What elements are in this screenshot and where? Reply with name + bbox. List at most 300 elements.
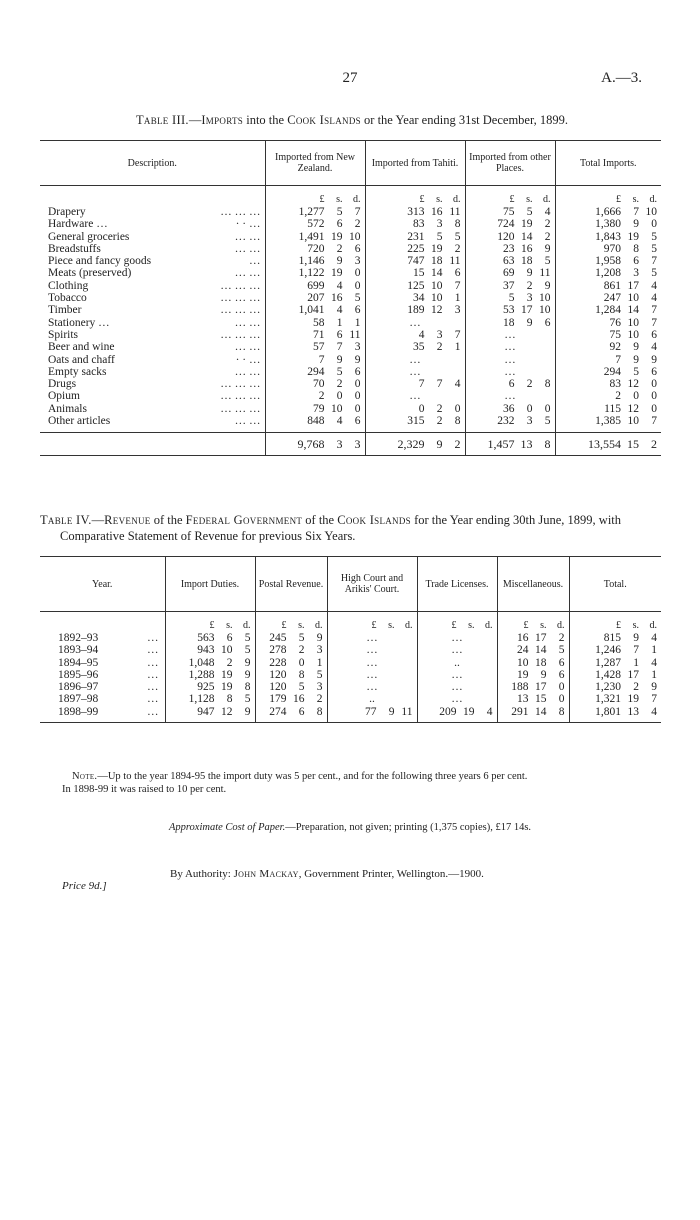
shillings: 9 <box>388 705 395 718</box>
shillings: 7 <box>336 341 343 354</box>
tahiti-cell <box>365 292 465 304</box>
year-text: 1895–96 <box>58 668 99 681</box>
description-cell <box>40 366 265 378</box>
pence: 3 <box>354 255 361 268</box>
pounds: 1,666 <box>595 206 621 218</box>
pence: 4 <box>651 632 657 644</box>
leader-dots: … … <box>234 230 261 243</box>
shillings: 19 <box>521 218 533 231</box>
postal-cell <box>255 706 327 718</box>
pence: 9 <box>244 656 251 669</box>
description-cell <box>40 341 265 353</box>
shillings: s. <box>540 619 547 631</box>
pence: d. <box>353 193 361 205</box>
shillings: s. <box>526 193 533 205</box>
court-cell: … <box>327 657 417 669</box>
currency-units <box>569 612 661 633</box>
total-cell <box>555 390 661 402</box>
pence: 7 <box>354 206 361 218</box>
table-row <box>40 354 661 366</box>
pounds: 209 <box>439 705 457 718</box>
pounds: 848 <box>307 415 325 428</box>
imports-table <box>40 140 661 456</box>
pence: 5 <box>558 644 565 657</box>
pence: 1 <box>354 316 361 329</box>
description-cell <box>40 231 265 243</box>
tahiti-cell <box>365 341 465 353</box>
pounds: 24 <box>517 644 529 657</box>
shillings: 3 <box>336 437 343 452</box>
column-header: Import Duties. <box>165 557 255 612</box>
total-cell <box>569 632 661 644</box>
other-cell: … <box>465 341 555 353</box>
pence: 7 <box>651 693 657 706</box>
shillings: 3 <box>526 292 533 305</box>
pence: 0 <box>454 402 461 415</box>
pounds: 947 <box>197 705 215 718</box>
tahiti-cell <box>365 267 465 279</box>
pounds: £ <box>419 193 425 205</box>
pounds: 70 <box>313 378 325 391</box>
court-cell <box>327 706 417 718</box>
pence: 2 <box>558 632 565 644</box>
column-header: Trade Licenses. <box>417 557 497 612</box>
table-row <box>40 669 661 681</box>
leader-dots: … … <box>234 415 261 428</box>
pence: 9 <box>651 353 657 366</box>
column-header: Total Imports. <box>555 141 661 186</box>
currency-units <box>555 186 661 207</box>
year-cell <box>40 657 165 669</box>
shillings: 9 <box>633 341 639 354</box>
pounds: 75 <box>503 206 515 218</box>
pence: 0 <box>558 693 565 706</box>
import-cell <box>165 657 255 669</box>
shillings: 14 <box>535 705 547 718</box>
pounds: £ <box>281 619 287 631</box>
pence: 11 <box>449 206 461 218</box>
pence: 0 <box>354 267 361 280</box>
trade-cell <box>417 706 497 718</box>
other-cell: … <box>465 366 555 378</box>
shillings: 10 <box>331 402 343 415</box>
pounds: 720 <box>307 242 325 255</box>
total-cell <box>555 317 661 329</box>
leader-dots: … … … <box>220 292 261 305</box>
pence: 3 <box>354 341 361 354</box>
pence: 9 <box>651 681 657 694</box>
shillings: 17 <box>627 279 639 292</box>
pounds: 2,329 <box>397 437 425 452</box>
shillings: 17 <box>535 632 547 644</box>
tahiti-cell <box>365 243 465 255</box>
import-cell <box>165 693 255 705</box>
pounds: 294 <box>307 365 325 378</box>
table-row <box>40 644 661 656</box>
tahiti-cell <box>365 280 465 292</box>
shillings: 17 <box>535 681 547 694</box>
pounds: 1,122 <box>298 267 325 280</box>
pence: 7 <box>651 316 657 329</box>
shillings: 2 <box>436 402 443 415</box>
pence: 4 <box>486 705 493 718</box>
tahiti-cell: … <box>365 366 465 378</box>
pence: 5 <box>244 632 251 644</box>
shillings: 4 <box>336 279 343 292</box>
import-cell <box>165 669 255 681</box>
shillings: 9 <box>526 316 533 329</box>
import-cell <box>165 632 255 644</box>
pence: 0 <box>558 681 565 694</box>
postal-cell <box>255 644 327 656</box>
shillings: 0 <box>298 656 305 669</box>
shillings: 8 <box>226 693 233 706</box>
postal-cell <box>255 669 327 681</box>
column-header: Description. <box>40 141 265 186</box>
total-cell <box>569 693 661 705</box>
currency-row <box>40 612 661 633</box>
shillings: 19 <box>221 681 233 694</box>
pounds: 83 <box>609 378 621 391</box>
pence: 5 <box>651 230 657 243</box>
tahiti-cell: … <box>365 317 465 329</box>
table-row <box>40 378 661 390</box>
column-header: High Court and Arikis' Court. <box>327 557 417 612</box>
shillings: 2 <box>336 378 343 391</box>
pounds: 0 <box>418 402 425 415</box>
pounds: 120 <box>497 230 515 243</box>
table-row <box>40 317 661 329</box>
pence: 4 <box>651 656 657 669</box>
pounds: 18 <box>503 316 515 329</box>
pence: 10 <box>349 230 361 243</box>
total-cell <box>555 329 661 341</box>
pence: 9 <box>244 705 251 718</box>
pounds: 92 <box>609 341 621 354</box>
currency-row <box>40 186 661 207</box>
pounds: 925 <box>197 681 215 694</box>
revenue-table <box>40 556 661 723</box>
misc-cell <box>497 706 569 718</box>
pounds: 207 <box>307 292 325 305</box>
postal-cell <box>255 632 327 644</box>
pence: 6 <box>354 304 361 317</box>
year-cell <box>40 669 165 681</box>
pounds: 71 <box>313 328 325 341</box>
description-cell <box>40 292 265 304</box>
shillings: 17 <box>521 304 533 317</box>
shillings: 5 <box>526 206 533 218</box>
shillings: 2 <box>436 415 443 428</box>
shillings: 3 <box>436 328 443 341</box>
pence: 0 <box>354 402 361 415</box>
pence: 0 <box>354 390 361 403</box>
table-row <box>40 681 661 693</box>
shillings: 18 <box>535 656 547 669</box>
description-text: Other articles <box>48 415 111 428</box>
description-cell <box>40 390 265 402</box>
pounds: £ <box>509 193 515 205</box>
leader-dots: … … <box>234 316 261 329</box>
shillings: 9 <box>436 437 443 452</box>
tahiti-cell: … <box>365 354 465 366</box>
nz-cell <box>265 378 365 390</box>
shillings: 16 <box>293 693 305 706</box>
pence: 4 <box>544 206 551 218</box>
pence: 6 <box>651 328 657 341</box>
pence: 11 <box>349 328 361 341</box>
description-text: Clothing <box>48 279 89 292</box>
pence: 2 <box>454 242 461 255</box>
other-cell <box>465 378 555 390</box>
shillings: 9 <box>633 632 639 644</box>
pounds: 943 <box>197 644 215 657</box>
shillings: 8 <box>298 668 305 681</box>
misc-cell <box>497 681 569 693</box>
leader-dots: … <box>147 668 159 681</box>
tahiti-cell <box>365 231 465 243</box>
leader-dots: … … … <box>220 328 261 341</box>
total-cell <box>569 657 661 669</box>
shillings: 5 <box>298 632 305 644</box>
pounds: 188 <box>511 681 529 694</box>
import-cell <box>165 706 255 718</box>
pounds: 1,246 <box>595 644 621 657</box>
authority-imprint: By Authority: John Mackay, Government Printer, Wellington.—1900. <box>170 868 484 880</box>
pence: d. <box>243 619 251 631</box>
pence: 8 <box>244 681 251 694</box>
import-cell <box>165 644 255 656</box>
description-text: Beer and wine <box>48 341 115 354</box>
description-text: Timber <box>48 304 82 317</box>
total-cell <box>555 304 661 316</box>
pounds: 861 <box>603 279 621 292</box>
shillings: 15 <box>627 437 639 452</box>
leader-dots: … … <box>234 267 261 280</box>
other-cell <box>465 231 555 243</box>
court-cell: … <box>327 632 417 644</box>
shillings: 4 <box>336 304 343 317</box>
pence: 4 <box>454 378 461 391</box>
pence: 0 <box>651 390 657 403</box>
shillings: 19 <box>463 705 475 718</box>
pence: 1 <box>454 341 461 354</box>
table-row <box>40 255 661 267</box>
pounds: 13,554 <box>588 437 621 452</box>
pence: 8 <box>544 437 551 452</box>
pounds: 6 <box>508 378 515 391</box>
shillings: 2 <box>298 644 305 657</box>
pounds: 228 <box>269 656 287 669</box>
pence: 1 <box>454 292 461 305</box>
pounds: 7 <box>418 378 425 391</box>
shillings: 5 <box>298 681 305 694</box>
pence: 11 <box>539 267 551 280</box>
description-cell <box>40 267 265 279</box>
column-header: Postal Revenue. <box>255 557 327 612</box>
sum-other <box>465 433 555 456</box>
currency-units <box>497 612 569 633</box>
pence: 0 <box>651 218 657 231</box>
pence: 5 <box>651 267 657 280</box>
shillings: 10 <box>627 292 639 305</box>
year-text: 1896–97 <box>58 681 99 694</box>
description-cell <box>40 354 265 366</box>
pounds: 9,768 <box>297 437 325 452</box>
pounds: 13 <box>517 693 529 706</box>
pence: d. <box>557 619 565 631</box>
shillings: 14 <box>431 267 443 280</box>
shillings: s. <box>632 619 639 631</box>
shillings: 16 <box>431 206 443 218</box>
pounds: 724 <box>497 218 515 231</box>
other-cell <box>465 304 555 316</box>
leader-dots: … <box>249 255 261 268</box>
table4-title: Table IV.—Revenue of the Federal Government of the Cook Islands for the Year ending 30th June, 1899, with Comparative Statement of Revenue for previous Six Years. <box>40 513 622 543</box>
pence: 9 <box>544 279 551 292</box>
leader-dots: · · … <box>235 353 261 366</box>
pence: 0 <box>354 279 361 292</box>
pence: 6 <box>454 267 461 280</box>
column-header: Year. <box>40 557 165 612</box>
shillings: 3 <box>436 218 443 231</box>
trade-cell: … <box>417 681 497 693</box>
pounds: 232 <box>497 415 515 428</box>
leader-dots: · · … <box>235 218 261 231</box>
trade-cell: … <box>417 669 497 681</box>
pence: 9 <box>354 353 361 366</box>
shillings: s. <box>388 619 395 631</box>
leader-dots: … <box>147 693 159 706</box>
pounds: 83 <box>413 218 425 231</box>
pence: 10 <box>645 206 657 218</box>
pence: 2 <box>544 230 551 243</box>
nz-cell <box>265 206 365 218</box>
pence: 6 <box>544 316 551 329</box>
other-cell: … <box>465 354 555 366</box>
pounds: 1,491 <box>298 230 325 243</box>
year-text: 1894–95 <box>58 656 99 669</box>
nz-cell <box>265 366 365 378</box>
pounds: £ <box>371 619 377 631</box>
pounds: 1,801 <box>595 705 621 718</box>
pence: 2 <box>354 218 361 231</box>
pence: 0 <box>544 402 551 415</box>
pounds: 1,128 <box>188 693 215 706</box>
leader-dots: … … … <box>220 390 261 403</box>
court-cell: … <box>327 681 417 693</box>
court-cell: … <box>327 669 417 681</box>
pounds: 291 <box>511 705 529 718</box>
currency-units <box>417 612 497 633</box>
pence: 4 <box>651 292 657 305</box>
pence: 6 <box>354 365 361 378</box>
total-cell <box>555 354 661 366</box>
shillings: 2 <box>226 656 233 669</box>
shillings: s. <box>436 193 443 205</box>
other-cell <box>465 206 555 218</box>
pence: 1 <box>651 644 657 657</box>
shillings: 2 <box>633 681 639 694</box>
table-row <box>40 206 661 218</box>
currency-units <box>265 186 365 207</box>
pounds: 115 <box>604 402 621 415</box>
pounds: 69 <box>503 267 515 280</box>
pounds: 7 <box>615 353 621 366</box>
total-cell <box>555 341 661 353</box>
pounds: 1,146 <box>298 255 325 268</box>
leader-dots: … <box>147 644 159 657</box>
shillings: 14 <box>627 304 639 317</box>
cost-of-paper: Approximate Cost of Paper.—Preparation, not given; printing (1,375 copies), £17 14s. <box>168 822 532 833</box>
pounds: 1,041 <box>298 304 325 317</box>
shillings: 19 <box>331 230 343 243</box>
tahiti-cell: … <box>365 390 465 402</box>
currency-units <box>465 186 555 207</box>
description-text: Drugs <box>48 378 77 391</box>
shillings: 5 <box>336 365 343 378</box>
nz-cell <box>265 231 365 243</box>
other-cell <box>465 255 555 267</box>
pence: 5 <box>244 693 251 706</box>
trade-cell: … <box>417 644 497 656</box>
pounds: 75 <box>609 328 621 341</box>
pence: d. <box>405 619 413 631</box>
pence: 3 <box>354 437 361 452</box>
page-number: 27 <box>342 70 358 86</box>
pounds: 315 <box>407 415 425 428</box>
leader-dots: … … <box>234 341 261 354</box>
pounds: 2 <box>318 390 325 403</box>
total-cell <box>555 292 661 304</box>
leader-dots: … <box>147 681 159 694</box>
pence: 0 <box>651 378 657 391</box>
description-text: General groceries <box>48 230 130 243</box>
pence: 5 <box>544 255 551 268</box>
misc-cell <box>497 644 569 656</box>
pence: 8 <box>316 705 323 718</box>
total-cell <box>555 231 661 243</box>
leader-dots: … … … <box>220 304 261 317</box>
pounds: 1,284 <box>595 304 621 317</box>
column-header: Total. <box>569 557 661 612</box>
pounds: 815 <box>603 632 621 644</box>
pence: 3 <box>316 644 323 657</box>
pounds: 63 <box>503 255 515 268</box>
pence: 11 <box>449 255 461 268</box>
column-header: Imported from Tahiti. <box>365 141 465 186</box>
description-text: Breadstuffs <box>48 242 101 255</box>
description-text: Empty sacks <box>48 365 107 378</box>
tahiti-cell <box>365 403 465 415</box>
other-cell: … <box>465 390 555 402</box>
nz-cell <box>265 341 365 353</box>
shillings: 5 <box>633 365 639 378</box>
shillings: s. <box>336 193 343 205</box>
pence: 6 <box>651 365 657 378</box>
pounds: 19 <box>517 668 529 681</box>
year-cell <box>40 693 165 705</box>
pounds: 1,958 <box>595 255 621 268</box>
shillings: 16 <box>521 242 533 255</box>
shillings: 19 <box>331 267 343 280</box>
year-cell <box>40 632 165 644</box>
shillings: 9 <box>336 353 343 366</box>
pence: 1 <box>316 656 323 669</box>
pounds: 1,385 <box>595 415 621 428</box>
shillings: 7 <box>633 644 639 657</box>
shillings: 19 <box>431 242 443 255</box>
